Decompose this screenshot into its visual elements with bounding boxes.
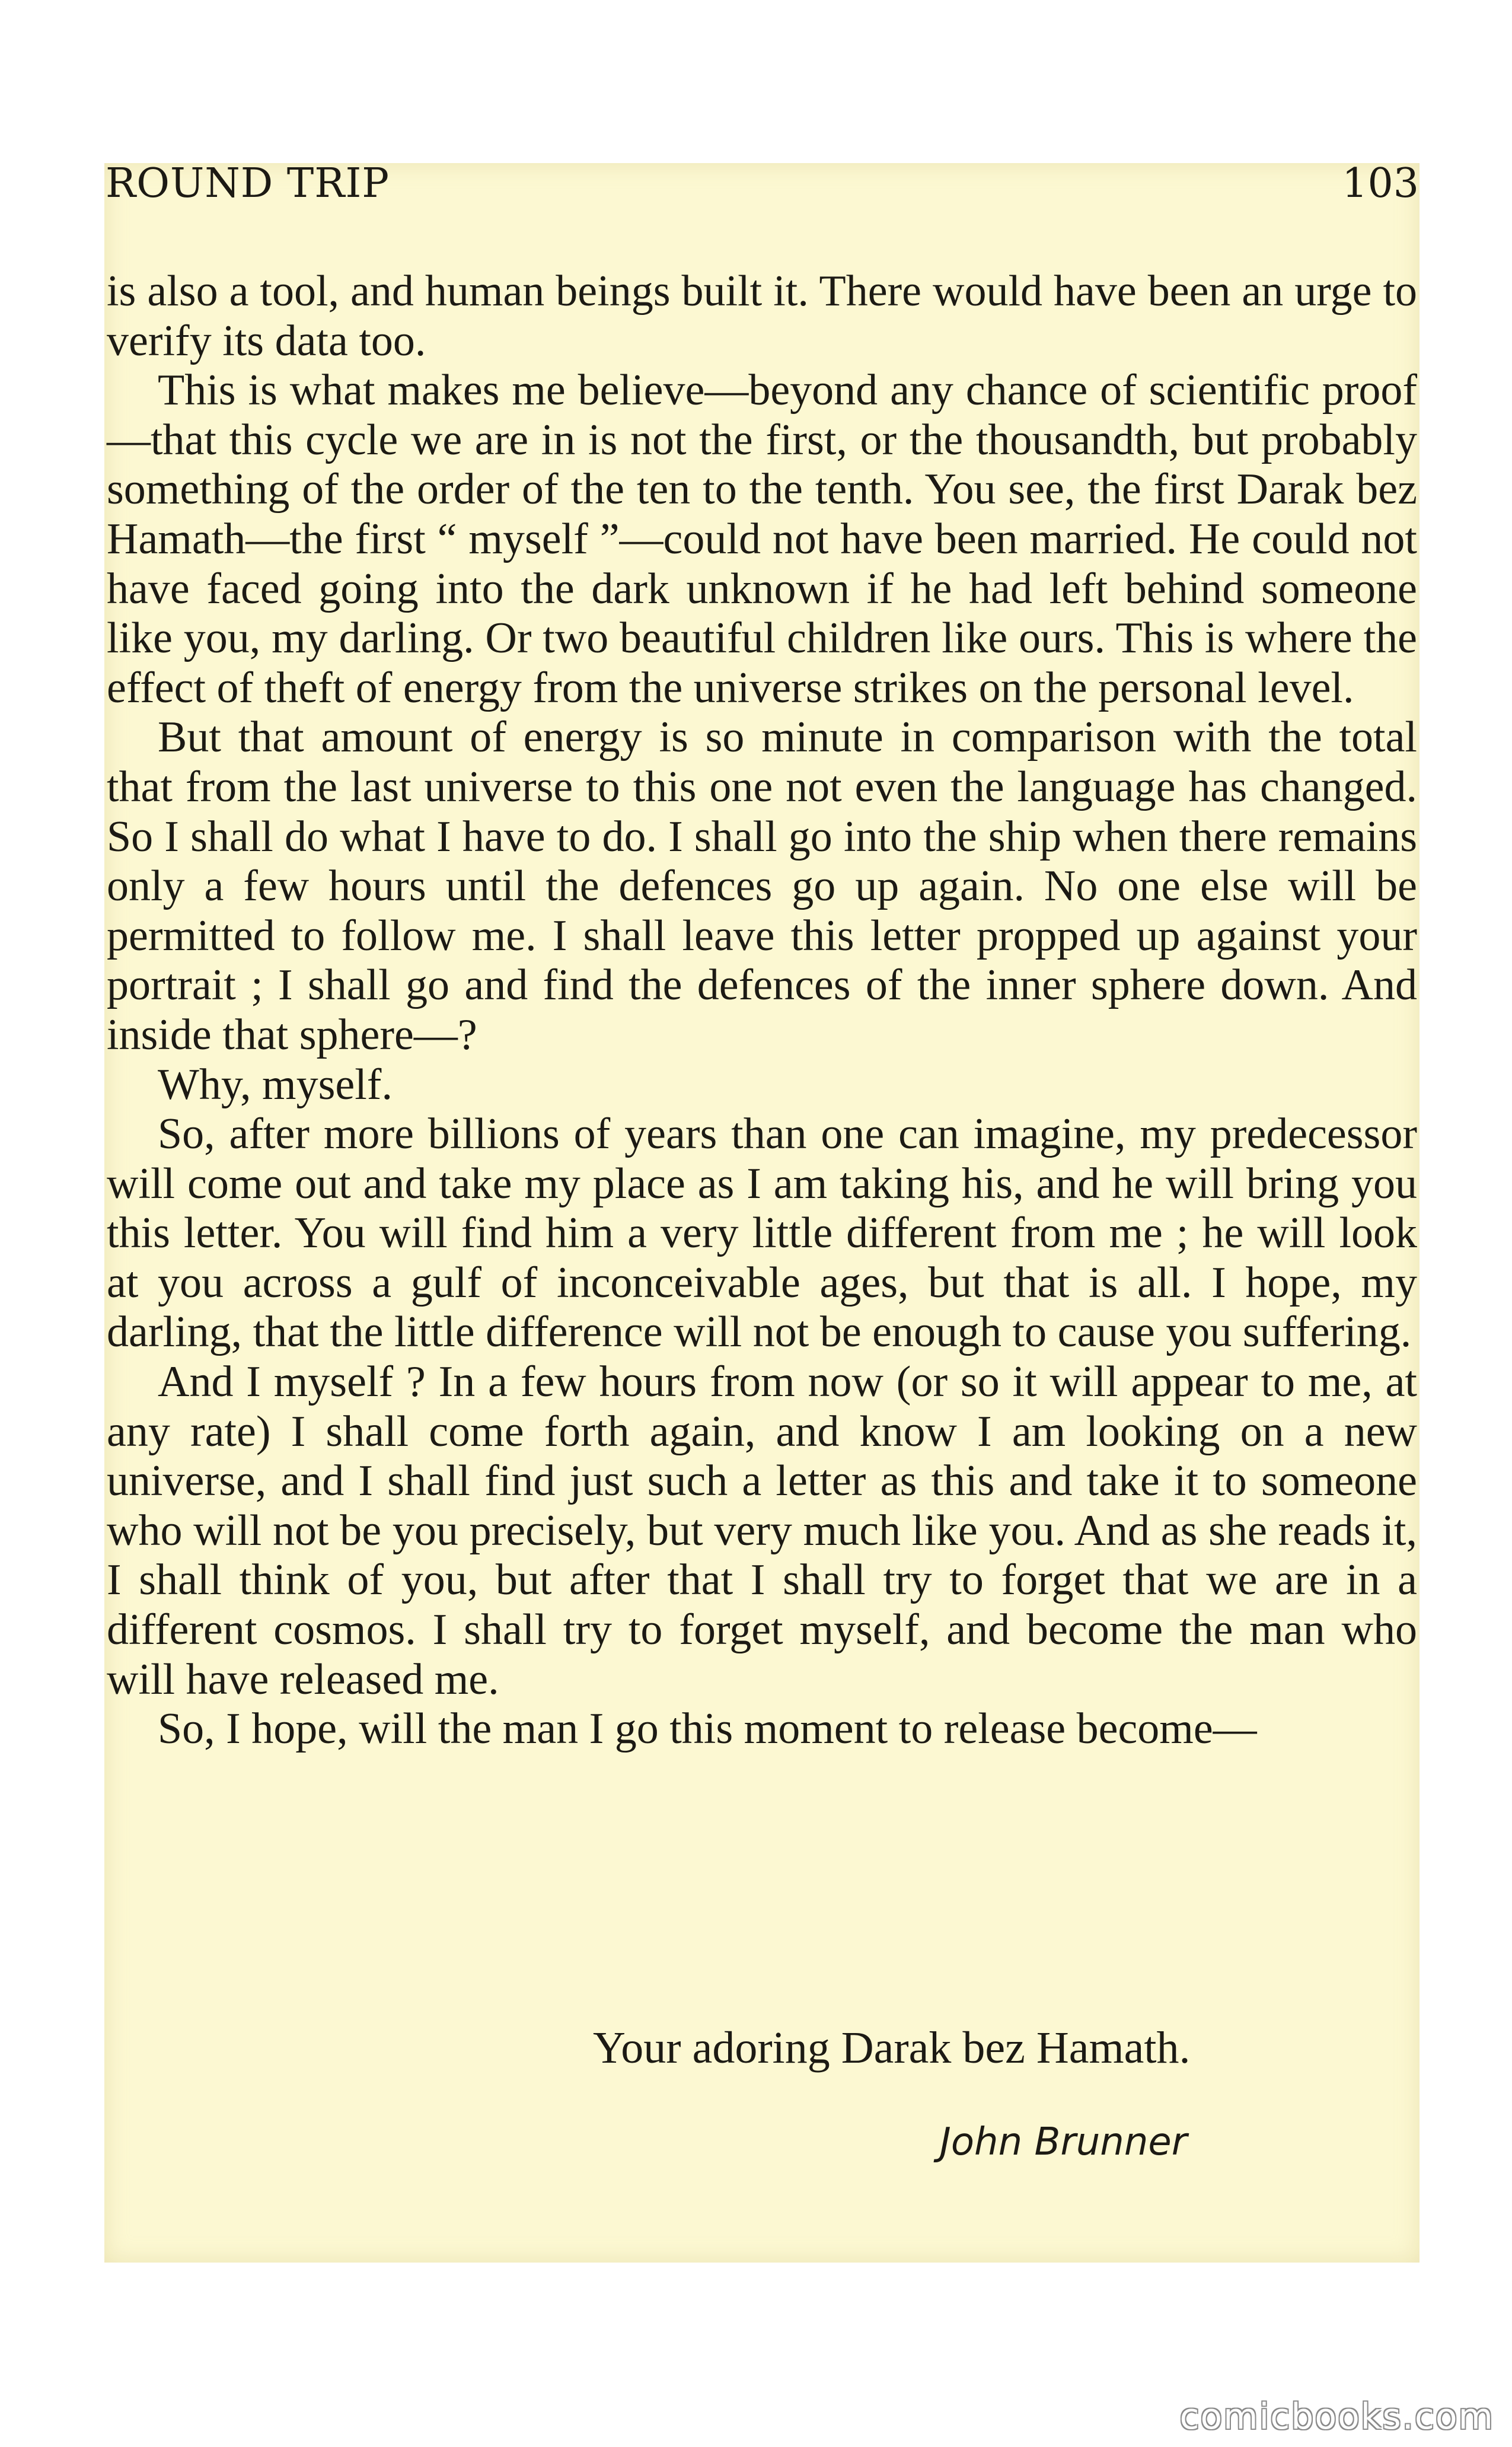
paragraph: And I myself ? In a few hours from now (or so it will appear to me, at any rate) I shall come forth again, and know I am looking on a new universe, and I shall find just such a letter as this and take it to someone who will not be you precisely, but very much like you. And as she reads it, I shall think of you, but after that I shall try to forget that we are in a different cosmos. I shall try to forget myself, and become the man who will have released me. [107, 1358, 1417, 1704]
running-title: ROUND TRIP [106, 160, 390, 207]
body-text [107, 267, 1417, 1754]
page-number: 103 [1342, 160, 1419, 207]
paragraph: So, I hope, will the man I go this moment to release become— [158, 1704, 1257, 1754]
paragraph: Why, myself. [158, 1060, 393, 1109]
paragraph: is also a tool, and human beings built it. There would have been an urge to verify its data too. [107, 267, 1417, 365]
paragraph: But that amount of energy is so minute in comparison with the total that from the last universe to this one not even the language has changed. So I shall do what I have to do. I shall go into the ship when there remains only a few hours until the defences go up again. No one else will be permitted to follow me. I shall leave this letter propped up against your portrait ; I shall go and find the defences of the inner sphere down. And inside that sphere—? [107, 713, 1417, 1059]
page-header [106, 160, 1419, 219]
watermark: comicbooks.com [1179, 2396, 1494, 2438]
letter-signoff: Your adoring Darak bez Hamath. [593, 2023, 1191, 2073]
author-byline: John Brunner [940, 2120, 1188, 2164]
paragraph: So, after more billions of years than one can imagine, my predecessor will come out and take my place as I am taking his, and he will bring you this letter. You will find him a very little different from me ; he will look at you across a gulf of inconceivable ages, but that is all. I hope, my darling, that the little difference will not be enough to cause you suffering. [107, 1110, 1417, 1357]
paragraph: This is what makes me believe—beyond any chance of scientific proof—that this cycle we are in is not the first, or the thousandth, but probably something of the order of the ten to the tenth. You see, the first Darak bez Hamath—the first “ myself ”—could not have been married. He could not have faced going into the dark unknown if he had left behind someone like you, my darling. Or two beautiful children like ours. This is where the effect of theft of energy from the universe strikes on the personal level. [107, 366, 1417, 712]
